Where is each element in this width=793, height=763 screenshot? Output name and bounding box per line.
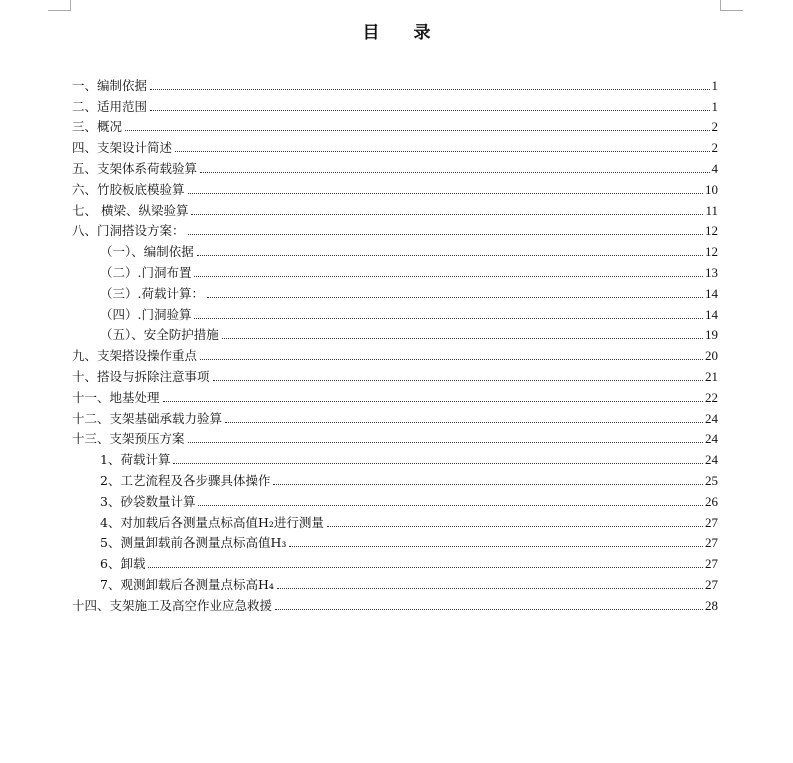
toc-entry-label: 四、支架设计简述 — [72, 140, 173, 156]
toc-entry[interactable] — [72, 197, 718, 218]
toc-dot-leader — [213, 380, 703, 381]
toc-entry-label: 十一、地基处理 — [72, 389, 160, 405]
toc-entry[interactable] — [72, 72, 718, 93]
toc-entry-label: （四）.门洞验算 — [100, 306, 192, 322]
toc-entry[interactable] — [72, 342, 718, 363]
toc-entry-page: 26 — [705, 493, 718, 509]
toc-dot-leader — [200, 359, 703, 360]
toc-dot-leader — [191, 214, 703, 215]
toc-entry[interactable] — [72, 405, 718, 426]
toc-entry[interactable] — [72, 509, 718, 530]
toc-entry-page: 24 — [705, 410, 718, 426]
toc-entry-label: （三）.荷载计算： — [100, 285, 204, 301]
toc-entry[interactable] — [72, 446, 718, 467]
toc-entry[interactable] — [72, 426, 718, 447]
toc-dot-leader — [148, 567, 703, 568]
toc-entry-page: 13 — [705, 264, 718, 280]
toc-entry-page: 2 — [711, 119, 718, 135]
toc-entry-page: 12 — [705, 244, 718, 260]
toc-entry-label: 五、支架体系荷载验算 — [72, 160, 198, 176]
toc-entry[interactable] — [72, 571, 718, 592]
toc-dot-leader — [175, 151, 709, 152]
toc-entry[interactable] — [72, 218, 718, 239]
toc-entry-label: 5、测量卸载前各测量点标高值H₃ — [100, 535, 287, 551]
toc-entry-label: （五）、安全防护措施 — [100, 327, 219, 343]
toc-entry-label: 2、工艺流程及各步骤具体操作 — [100, 472, 271, 488]
toc-entry-label: 七、 横梁、纵梁验算 — [72, 202, 189, 218]
toc-entry[interactable] — [72, 93, 718, 114]
toc-entry-page: 11 — [705, 202, 718, 218]
toc-entry-page: 28 — [705, 597, 718, 613]
page-title: 目 录 — [362, 23, 445, 43]
toc-dot-leader — [225, 422, 703, 423]
toc-entry[interactable] — [72, 280, 718, 301]
toc-dot-leader — [194, 318, 703, 319]
toc-entry-page: 27 — [705, 576, 718, 592]
toc-dot-leader — [198, 505, 703, 506]
toc-dot-leader — [188, 234, 703, 235]
toc-entry-page: 4 — [711, 160, 718, 176]
toc-entry-label: 3、砂袋数量计算 — [100, 493, 196, 509]
toc-entry-label: 1、荷载计算 — [100, 452, 171, 468]
toc-entry[interactable] — [72, 488, 718, 509]
toc-entry[interactable] — [72, 238, 718, 259]
toc-entry-page: 27 — [705, 514, 718, 530]
toc-dot-leader — [289, 546, 703, 547]
toc-entry-label: 十四、支架施工及高空作业应急救援 — [72, 597, 273, 613]
toc-dot-leader — [125, 130, 709, 131]
toc-entry[interactable] — [72, 550, 718, 571]
toc-entry[interactable] — [72, 384, 718, 405]
toc-entry-label: 一、编制依据 — [72, 77, 148, 93]
toc-entry-label: 6、卸载 — [100, 556, 146, 572]
toc-dot-leader — [273, 484, 703, 485]
toc-dot-leader — [163, 401, 703, 402]
toc-entry[interactable] — [72, 592, 718, 613]
toc-entry-label: （一）、编制依据 — [100, 244, 194, 260]
toc-dot-leader — [188, 193, 703, 194]
toc-entry-page: 14 — [705, 285, 718, 301]
toc-entry-label: 九、支架搭设操作重点 — [72, 348, 198, 364]
toc-entry-label: 三、概况 — [72, 119, 123, 135]
toc-entry[interactable] — [72, 176, 718, 197]
toc-entry-label: 十二、支架基础承载力验算 — [72, 410, 223, 426]
toc-dot-leader — [194, 276, 703, 277]
toc-dot-leader — [188, 442, 703, 443]
toc-entry-page: 1 — [711, 98, 718, 114]
toc-entry-page: 21 — [705, 368, 718, 384]
toc-entry-page: 10 — [705, 181, 718, 197]
toc-entry-label: 六、竹胶板底模验算 — [72, 181, 185, 197]
toc-entry-label: 7、观测卸载后各测量点标高H₄ — [100, 576, 274, 592]
toc-entry-page: 1 — [711, 77, 718, 93]
table-of-contents — [72, 72, 718, 613]
toc-entry-label: 八、门洞搭设方案： — [72, 223, 185, 239]
toc-entry[interactable] — [72, 322, 718, 343]
toc-dot-leader — [197, 255, 703, 256]
toc-entry-label: （二）.门洞布置 — [100, 264, 192, 280]
toc-entry[interactable] — [72, 363, 718, 384]
toc-entry[interactable] — [72, 134, 718, 155]
toc-entry[interactable] — [72, 259, 718, 280]
toc-entry-page: 24 — [705, 452, 718, 468]
toc-entry-label: 4、对加载后各测量点标高值H₂进行测量 — [100, 514, 324, 530]
toc-entry[interactable] — [72, 530, 718, 551]
toc-entry[interactable] — [72, 155, 718, 176]
toc-dot-leader — [200, 172, 709, 173]
toc-entry-page: 22 — [705, 389, 718, 405]
toc-entry[interactable] — [72, 114, 718, 135]
toc-entry[interactable] — [72, 301, 718, 322]
toc-entry-label: 十、搭设与拆除注意事项 — [72, 368, 210, 384]
toc-entry-page: 19 — [705, 327, 718, 343]
toc-entry-page: 20 — [705, 348, 718, 364]
toc-entry-page: 12 — [705, 223, 718, 239]
toc-entry-label: 二、适用范围 — [72, 98, 148, 114]
toc-entry-page: 24 — [705, 431, 718, 447]
toc-entry-page: 27 — [705, 556, 718, 572]
toc-entry-page: 27 — [705, 535, 718, 551]
toc-dot-leader — [327, 526, 703, 527]
toc-entry-page: 25 — [705, 472, 718, 488]
toc-dot-leader — [277, 588, 703, 589]
toc-dot-leader — [173, 463, 703, 464]
crop-mark-right — [720, 0, 743, 11]
toc-entry-page: 14 — [705, 306, 718, 322]
toc-entry-page: 2 — [711, 140, 718, 156]
toc-dot-leader — [207, 297, 703, 298]
toc-dot-leader — [222, 338, 703, 339]
toc-dot-leader — [150, 89, 709, 90]
crop-mark-left — [48, 0, 71, 11]
toc-entry[interactable] — [72, 467, 718, 488]
toc-dot-leader — [275, 609, 703, 610]
toc-dot-leader — [150, 110, 709, 111]
toc-entry-label: 十三、支架预压方案 — [72, 431, 185, 447]
